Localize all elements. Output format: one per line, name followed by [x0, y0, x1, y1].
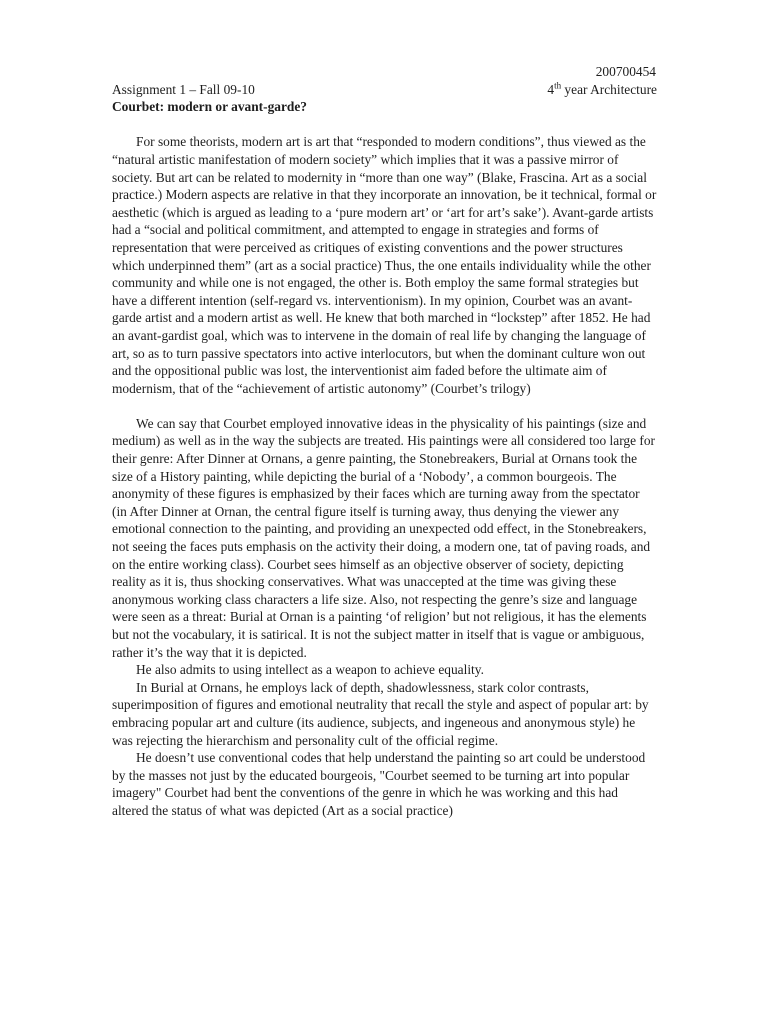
document-page: [112, 63, 657, 820]
paragraph-2: We can say that Courbet employed innovative ideas in the physicality of his paintings (size and medium) as well as in the way the subjects are treated. His paintings were all considered too large for their genre: After Dinner at Ornans, a genre painting, the Stonebreakers, Burial at Ornans took the size of a History painting, while depicting the burial of a ‘Nobody’, a common bourgeois. The anonymity of these figures is emphasized by their faces which are turning away from the spectator (in After Dinner at Ornan, the central figure itself is turning away, thus denying the viewer any emotional connection to the painting, and providing an unexpected odd effect, in the Stonebreakers, not seeing the faces puts emphasis on the activity their doing, a modern one, tat of paving roads, and on the entire working class). Courbet sees himself as an objective observer of society, depicting reality as it is, thus shocking conservatives. What was unaccepted at the time was giving these anonymous working class characters a life size. Also, not respecting the genre’s size and language were seen as a threat: Burial at Ornan is a painting ‘of religion’ but not religious, it has the elements but not the vocabulary, it is satirical. It is not the subject matter in itself that is vague or ambiguous, rather it’s the way that it is depicted.: [112, 415, 656, 660]
paragraph-5: He doesn’t use conventional codes that help understand the painting so art could be understood by the masses not just by the educated bourgeois, "Courbet seemed to be turning art into popular imagery" Courbet had bent the conventions of the genre in which he was working and this had altered the status of what was depicted (Art as a social practice): [112, 750, 646, 818]
assignment-label: Assignment 1 – Fall 09-10: [112, 81, 255, 97]
header-row: [112, 81, 657, 99]
student-id: 200700454: [595, 64, 656, 79]
year-text: year Architecture: [561, 81, 657, 97]
paragraph-3: He also admits to using intellect as a weapon to achieve equality.: [136, 662, 484, 678]
year-number: 4: [547, 81, 555, 97]
year-ordinal: th: [554, 80, 562, 91]
paragraph-4: In Burial at Ornans, he employs lack of depth, shadowlessness, stark color contrasts, superimposition of figures and emotional neutrality that recall the style and aspect of popular art: by embracing popular art and culture (its audience, subjects, and ingeneous and anonymous style) he was rejecting the hierarchism and personality cult of the official regime.: [112, 679, 649, 748]
paragraph-1: For some theorists, modern art is art that “responded to modern conditions”, thus viewed as the “natural artistic manifestation of modern society” which implies that it was a passive mirror of society. But art can be related to modernity in “more than one way” (Blake, Frascina. Art as a social practice.) Modern aspects are relative in that they incorporate an innovation, be it technical, formal or aesthetic (which is argued as leading to a ‘pure modern art’ or ‘art for art’s sake’). Avant-garde artists had a “social and political commitment, and attempted to engage in strategies and forms of representation that were perceived as critiques of existing conventions and the power structures which underpinned them” (art as a social practice) Thus, the one entails individuality while the other community and while one is not engaged, the other is. Both employ the same formal strategies but have a different intention (self-regard vs. interventionism). In my opinion, Courbet was an avant-garde artist and a modern artist as well. He knew that both marched in “lockstep” after 1852. He had an avant-gardist goal, which was to intervene in the domain of real life by changing the language of art, so as to turn passive spectators into active interlocutors, but when the dominant culture won out and the oppositional public was lost, the interventionist aim faded before the ultimate aim of modernism, that of the “achievement of artistic autonomy” (Courbet’s trilogy): [112, 134, 657, 396]
document-title: Courbet: modern or avant-garde?: [112, 99, 308, 115]
year-label: [547, 81, 657, 99]
document-body: [112, 133, 657, 819]
